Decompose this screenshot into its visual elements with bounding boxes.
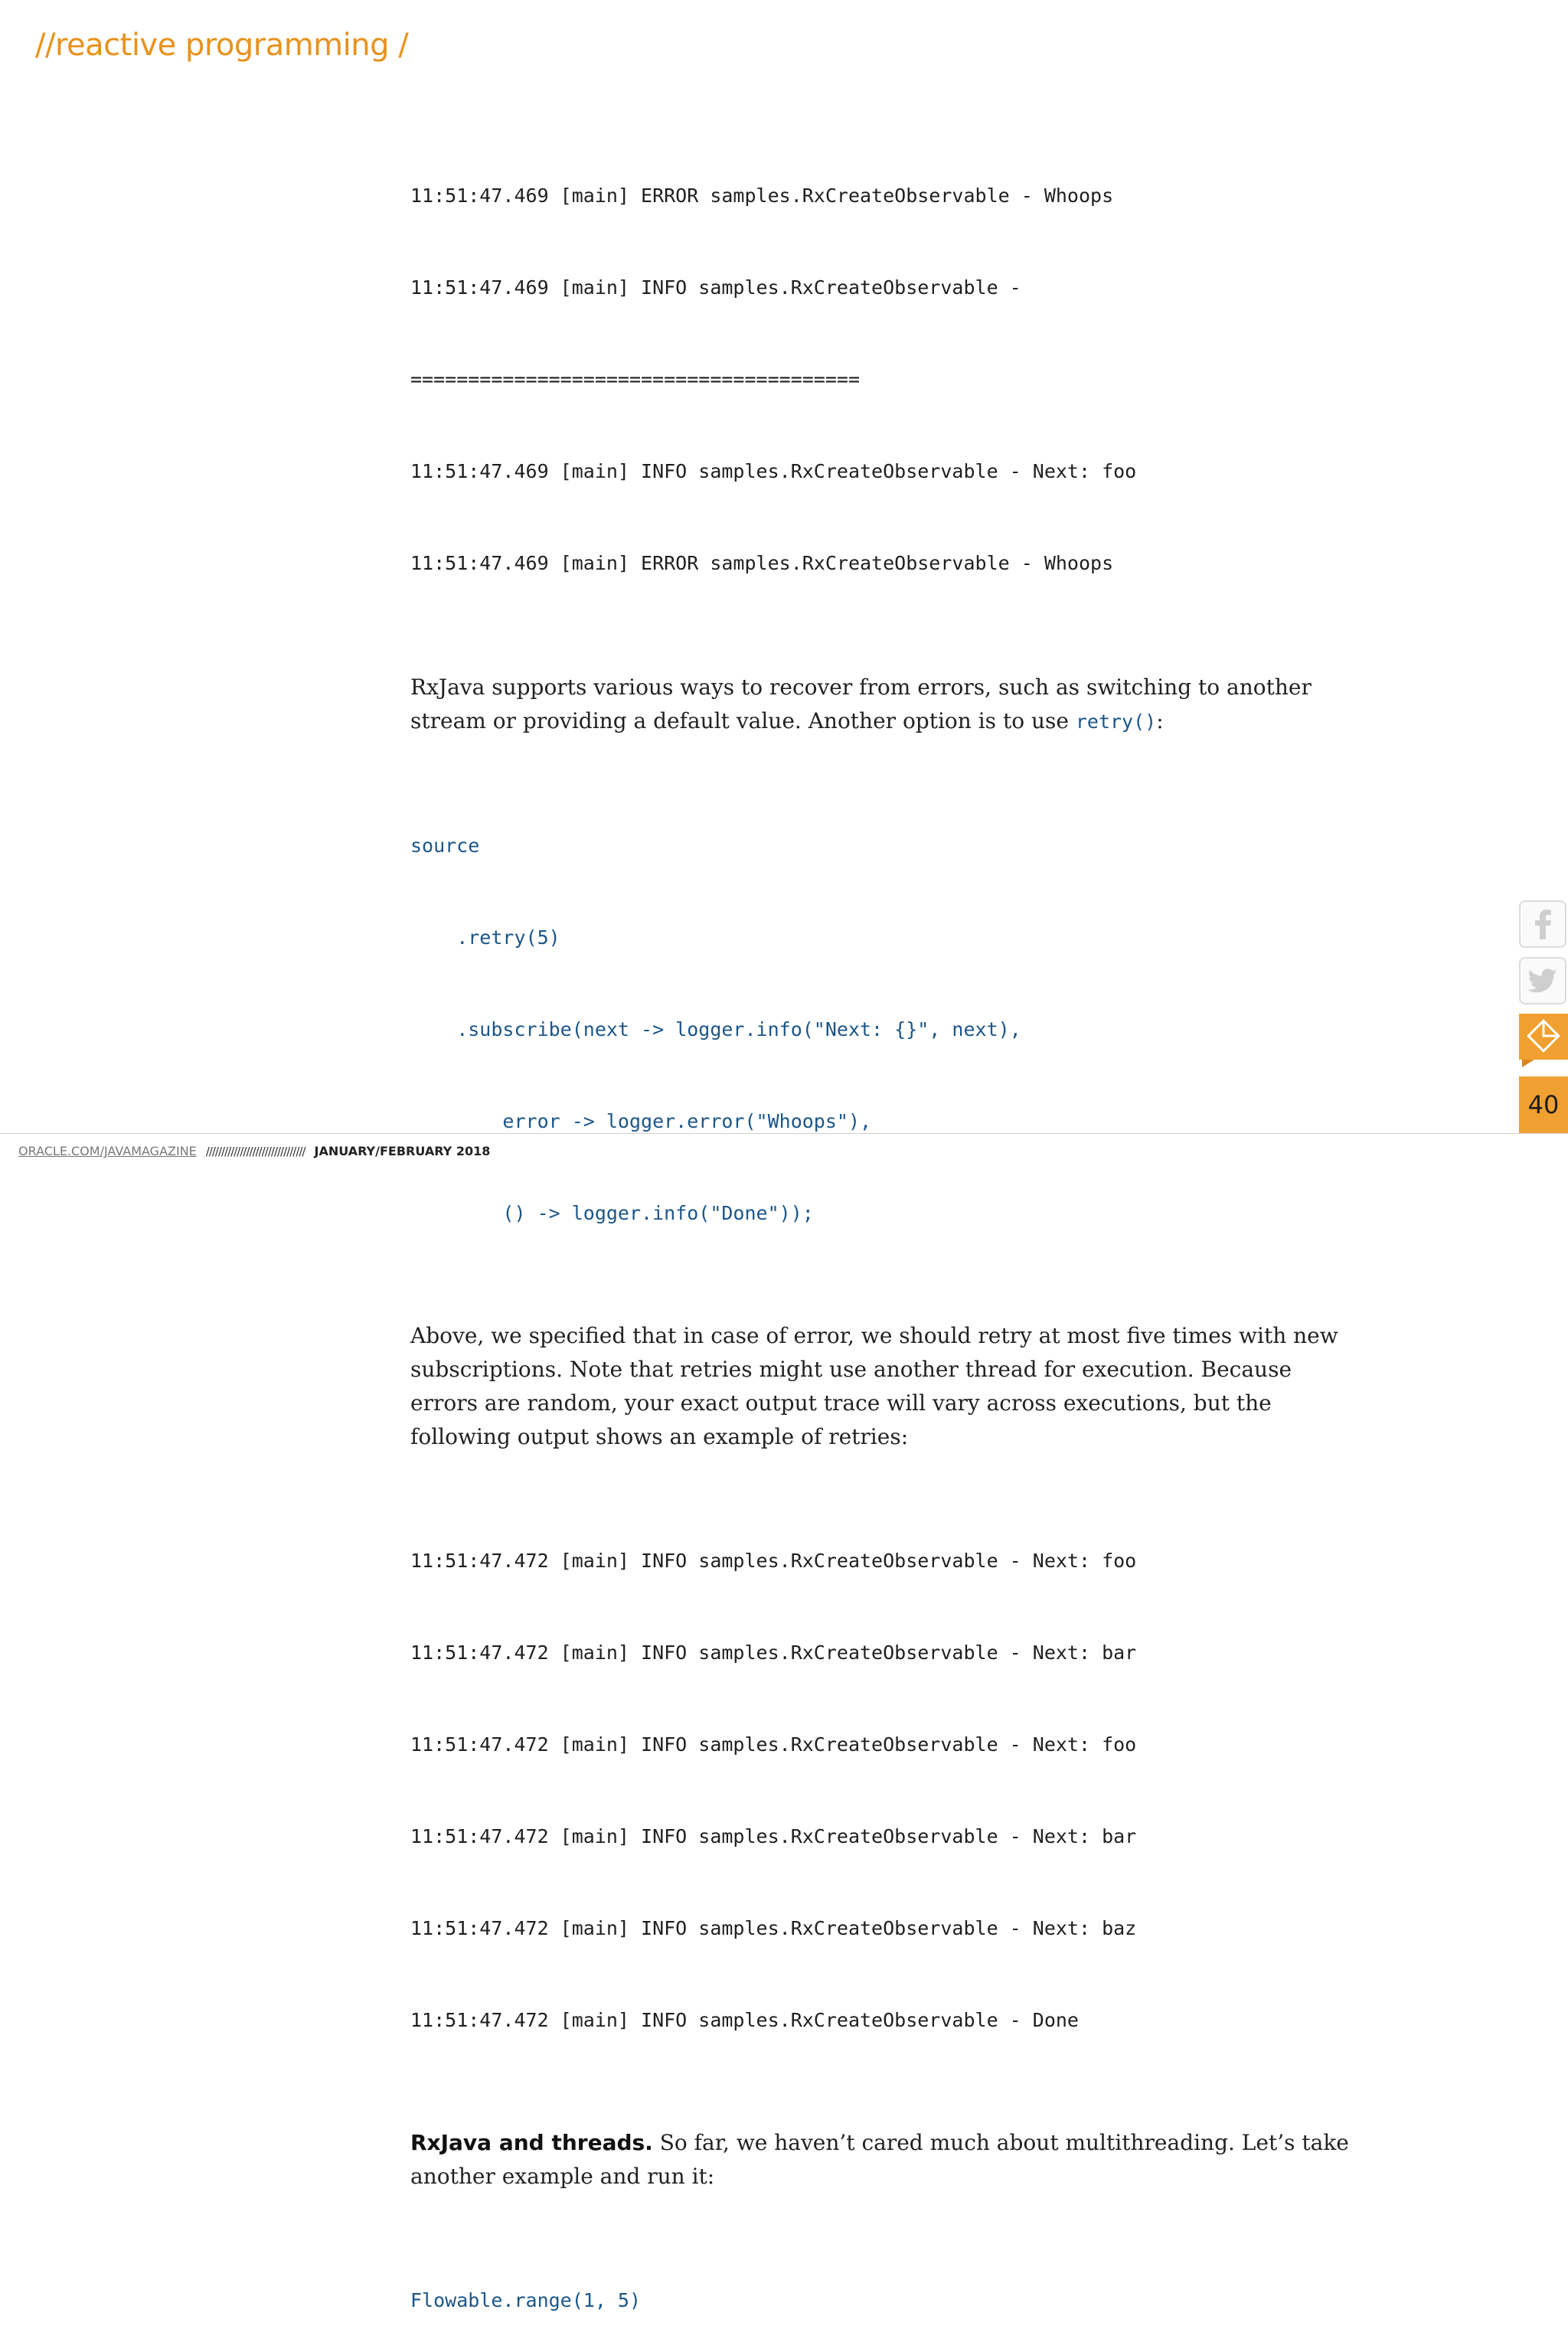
output-line: 11:51:47.469 [main] INFO samples.RxCreateObservable - Next: foo [410, 460, 1137, 482]
footer-slashes: //////////////////////////////// [205, 1144, 305, 1158]
code-line: .retry(5) [410, 926, 560, 949]
code-block-flowable [410, 2224, 1352, 2352]
output-line: 11:51:47.472 [main] INFO samples.RxCreateObservable - Done [410, 2009, 1079, 2031]
paragraph-threads: RxJava and threads. So far, we haven’t cared much about multithreading. Let’s take another example and run it: [410, 2130, 1349, 2189]
output-line: 11:51:47.472 [main] INFO samples.RxCreateObservable - Next: foo [410, 1733, 1137, 1756]
footer [18, 1144, 490, 1158]
paragraph-retry-intro: RxJava supports various ways to recover from errors, such as switching to another stream or providing a default value. Another option is to use retry(): [410, 675, 1312, 733]
code-line: error -> logger.error("Whoops"), [410, 1110, 872, 1132]
mail-icon [1519, 1014, 1568, 1069]
output-line: 11:51:47.469 [main] INFO samples.RxCreateObservable - [410, 276, 1021, 299]
footer-site-link[interactable]: ORACLE.COM/JAVAMAGAZINE [18, 1144, 197, 1158]
facebook-icon [1519, 900, 1566, 948]
footer-divider [0, 1133, 1568, 1134]
share-twitter-button[interactable] [1519, 957, 1568, 1004]
output-line: 11:51:47.472 [main] INFO samples.RxCreateObservable - Next: baz [410, 1917, 1137, 1939]
article-content [410, 119, 1352, 2352]
code-block-retry [410, 769, 1352, 1290]
paragraph-retry-explanation: Above, we specified that in case of error, we should retry at most five times with new subscriptions. Note that retries might use another thread for execution. Because errors are random, your exact output trace will vary across executions, but the following output shows an example of retries: [410, 1323, 1338, 1449]
footer-issue-date: JANUARY/FEBRUARY 2018 [314, 1144, 491, 1158]
section-title: //reactive programming / [35, 28, 409, 63]
share-email-button[interactable] [1519, 1014, 1568, 1069]
output-line: ======================================= [410, 368, 860, 390]
output-line: 11:51:47.472 [main] INFO samples.RxCreateObservable - Next: bar [410, 1642, 1137, 1664]
output-line: 11:51:47.472 [main] INFO samples.RxCreateObservable - Next: bar [410, 1825, 1137, 1847]
run-in-heading: RxJava and threads. [410, 2130, 653, 2155]
page-number: 40 [1519, 1076, 1568, 1133]
output-line: 11:51:47.472 [main] INFO samples.RxCreateObservable - Next: foo [410, 1550, 1137, 1572]
inline-code: retry() [1075, 710, 1157, 733]
share-facebook-button[interactable] [1519, 900, 1568, 948]
code-line: .subscribe(next -> logger.info("Next: {}", next), [410, 1018, 1021, 1040]
output-block-2 [410, 1485, 1352, 2097]
output-block-1 [410, 119, 1352, 640]
output-line: 11:51:47.469 [main] ERROR samples.RxCreateObservable - Whoops [410, 185, 1114, 207]
twitter-icon [1519, 957, 1566, 1004]
output-line: 11:51:47.469 [main] ERROR samples.RxCreateObservable - Whoops [410, 552, 1114, 574]
code-line: () -> logger.info("Done")); [410, 1202, 814, 1224]
code-line: source [410, 835, 480, 857]
code-line: Flowable.range(1, 5) [410, 2289, 642, 2311]
